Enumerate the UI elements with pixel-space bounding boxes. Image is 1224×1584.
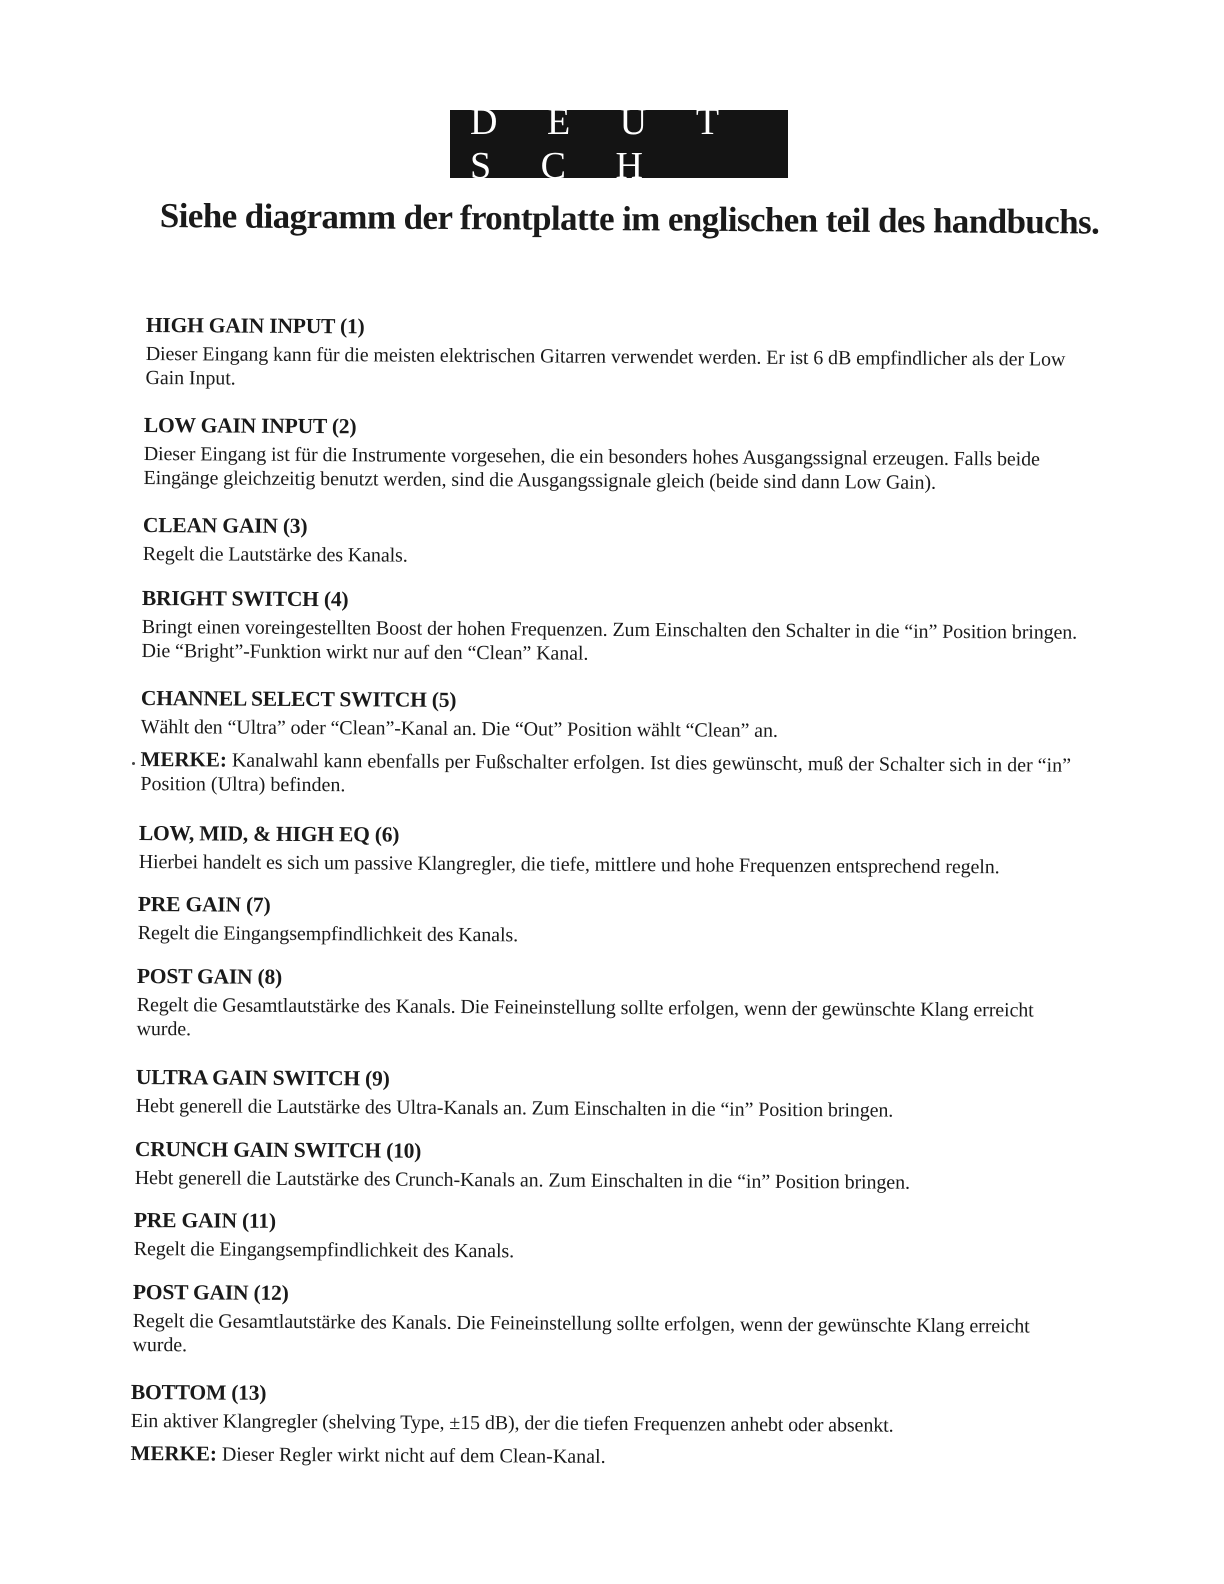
section-note (130, 1441, 1080, 1472)
section-clean-gain (143, 512, 1093, 572)
section-crunch-gain-switch (135, 1136, 1085, 1196)
section-heading: PRE GAIN (7) (137, 892, 271, 917)
section-text: Regelt die Eingangsempfindlichkeit des Kanals. (133, 1237, 515, 1263)
section-high-gain-input (146, 312, 1096, 396)
section-pre-gain-7 (138, 891, 1088, 951)
section-low-gain-input (144, 412, 1094, 496)
section-text: Hebt generell die Lautstärke des Crunch-Kanals an. Zum Einschalten in die “in” Position bringen. (134, 1166, 910, 1194)
section-text: Regelt die Eingangsempfindlichkeit des Kanals. (137, 921, 519, 947)
section-text: Dieser Eingang ist für die Instrumente vorgesehen, die ein besonders hohes Ausgangssignal erzeugen. Falls beide Eingänge gleichzeitig benutzt werden, sind die Ausgangssignale gleich (beide sind dann Low Gain). (143, 442, 1040, 494)
section-text: Wählt den “Ultra” oder “Clean”-Kanal an. Die “Out” Position wählt “Clean” an. (140, 715, 778, 742)
section-heading: BRIGHT SWITCH (4) (141, 586, 349, 612)
section-text: Hierbei handelt es sich um passive Klangregler, die tiefe, mittlere und hohe Frequenzen entsprechend regeln. (138, 850, 1000, 879)
section-text: Regelt die Gesamtlautstärke des Kanals. Die Feineinstellung sollte erfolgen, wenn der gewünschte Klang erreicht wurde. (136, 993, 1034, 1041)
note-label: MERKE: (140, 746, 227, 772)
section-bright-switch (142, 585, 1092, 669)
section-heading: PRE GAIN (11) (133, 1208, 276, 1233)
language-banner: D E U T S C H (450, 110, 788, 178)
section-heading: LOW GAIN INPUT (2) (143, 412, 357, 439)
section-heading: CLEAN GAIN (3) (142, 513, 308, 539)
section-text: Hebt generell die Lautstärke des Ultra-Kanals an. Zum Einschalten in die “in” Position bringen. (135, 1094, 894, 1122)
section-heading: POST GAIN (8) (136, 964, 283, 989)
section-heading: POST GAIN (12) (132, 1280, 289, 1305)
section-text: Regelt die Lautstärke des Kanals. (142, 542, 408, 567)
section-post-gain-12 (133, 1279, 1083, 1363)
section-heading: BOTTOM (13) (130, 1380, 267, 1405)
page-subtitle: Siehe diagramm der frontplatte im englischen teil des handbuchs. (159, 196, 1100, 242)
section-ultra-gain-switch (136, 1064, 1086, 1124)
note-label: MERKE: (130, 1440, 217, 1466)
section-heading: CRUNCH GAIN SWITCH (10) (134, 1137, 422, 1163)
section-low-mid-high-eq (139, 820, 1089, 880)
section-heading: CHANNEL SELECT SWITCH (5) (140, 686, 457, 712)
section-text: Bringt einen voreingestellten Boost der hohen Frequenzen. Zum Einschalten den Schalter in die “in” Position bringen. Die “Bright”-Funktion wirkt nur auf den “Clean” Kanal. (141, 615, 1078, 665)
note-text: Kanalwahl kann ebenfalls per Fußschalter erfolgen. Ist dies gewünscht, muß der Schalter sich in der “in” Position (Ultra) befinden. (140, 749, 1072, 797)
section-heading: ULTRA GAIN SWITCH (9) (135, 1065, 390, 1091)
section-heading: LOW, MID, & HIGH EQ (6) (138, 821, 400, 847)
section-text: Regelt die Gesamtlautstärke des Kanals. Die Feineinstellung sollte erfolgen, wenn der gewünschte Klang erreicht wurde. (132, 1309, 1030, 1357)
section-text: Dieser Eingang kann für die meisten elektrischen Gitarren verwendet werden. Er ist 6 dB empfindlicher als der Low Gain Input. (145, 342, 1066, 390)
scan-mark (132, 762, 135, 765)
section-bottom (130, 1379, 1081, 1472)
section-text: Ein aktiver Klangregler (shelving Type, ±15 dB), der die tiefen Frequenzen anhebt oder absenkt. (130, 1409, 894, 1437)
section-post-gain-8 (137, 963, 1087, 1047)
note-text: Dieser Regler wirkt nicht auf dem Clean-Kanal. (216, 1443, 606, 1468)
section-note (140, 747, 1090, 802)
section-heading: HIGH GAIN INPUT (1) (145, 312, 365, 339)
section-pre-gain-11 (134, 1207, 1084, 1267)
section-channel-select-switch (140, 685, 1091, 802)
